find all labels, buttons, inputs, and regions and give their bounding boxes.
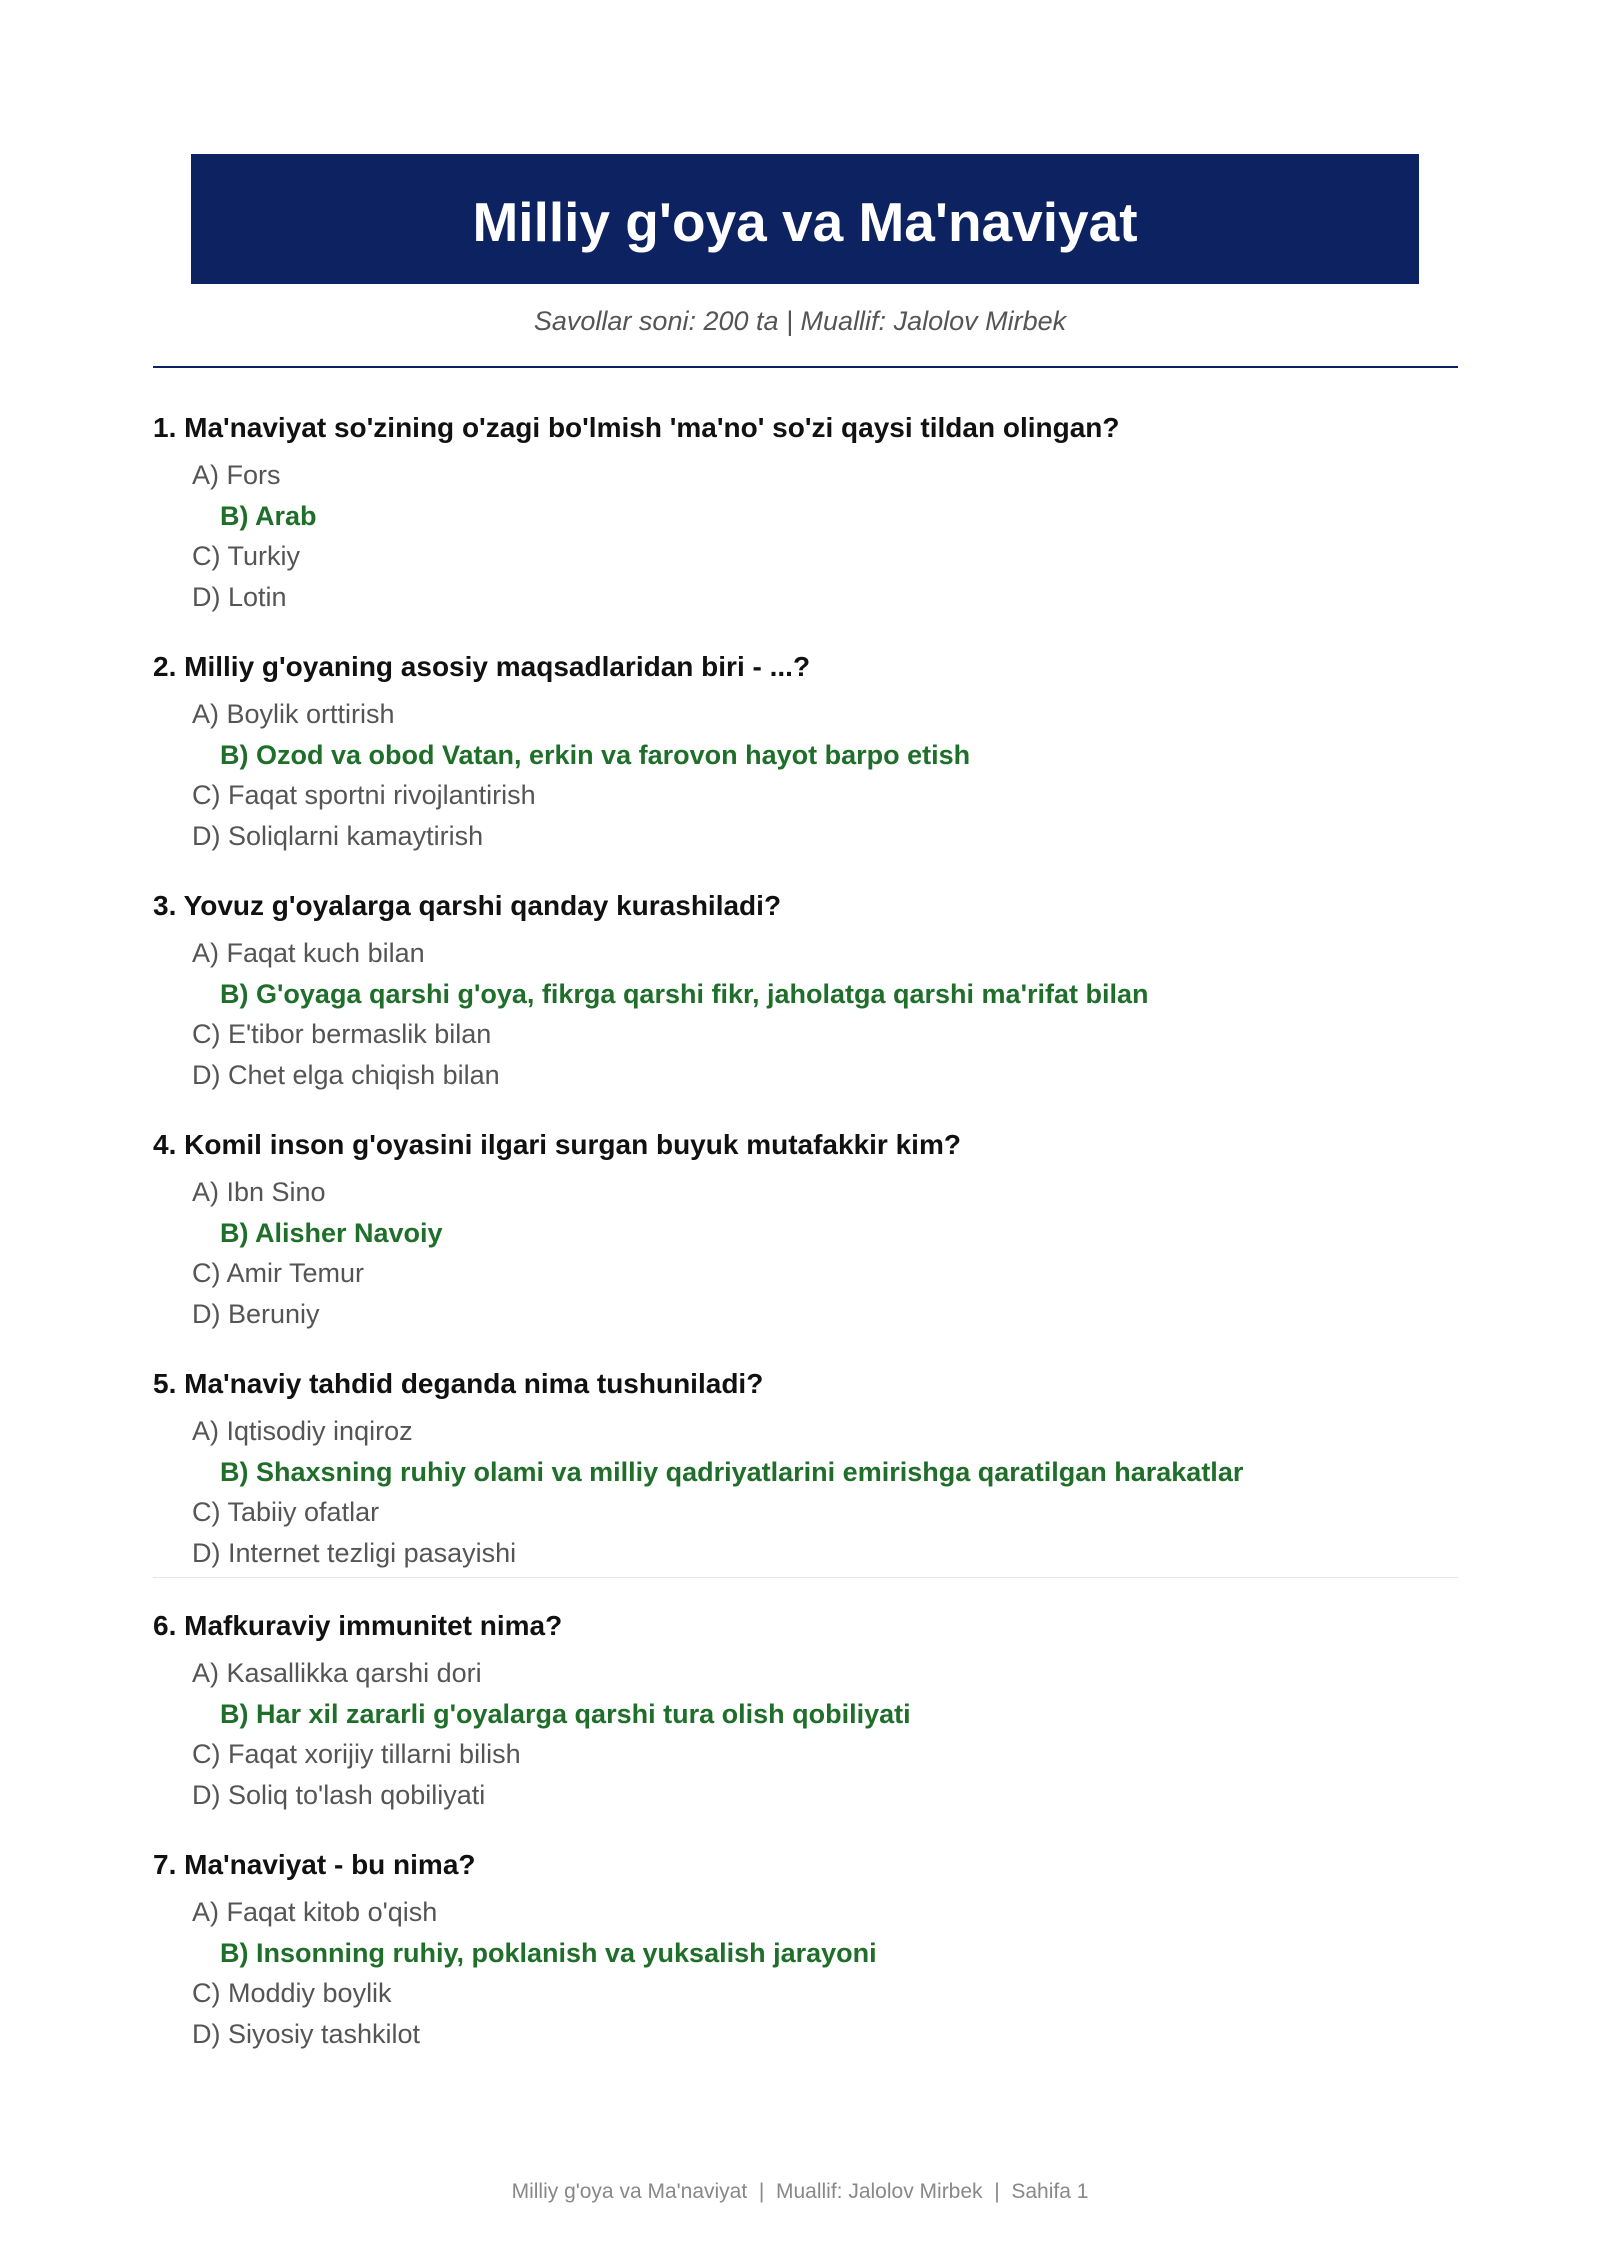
question-text: 2. Milliy g'oyaning asosiy maqsadlaridan biri - ...? bbox=[153, 651, 811, 682]
correct-answer-option: B) Arab bbox=[220, 500, 317, 531]
question-text: 5. Ma'naviy tahdid deganda nima tushuniladi? bbox=[153, 1368, 764, 1399]
answer-option: A) Faqat kuch bilan bbox=[192, 938, 425, 968]
answer-options bbox=[153, 1172, 1458, 1334]
title-banner bbox=[191, 154, 1419, 284]
question-block bbox=[153, 1606, 1458, 1815]
answer-option: C) Turkiy bbox=[192, 541, 300, 571]
question-block bbox=[153, 1845, 1458, 2054]
answer-options bbox=[153, 933, 1458, 1095]
question-block bbox=[153, 886, 1458, 1095]
answer-option: A) Iqtisodiy inqiroz bbox=[192, 1416, 413, 1446]
answer-option: A) Fors bbox=[192, 460, 281, 490]
answer-option: C) Tabiiy ofatlar bbox=[192, 1497, 380, 1527]
question-block bbox=[153, 647, 1458, 856]
answer-options bbox=[153, 1892, 1458, 2054]
question-text: 3. Yovuz g'oyalarga qarshi qanday kurashiladi? bbox=[153, 890, 782, 921]
answer-option: A) Faqat kitob o'qish bbox=[192, 1897, 438, 1927]
page-title: Milliy g'oya va Ma'naviyat bbox=[472, 190, 1138, 253]
question-text: 7. Ma'naviyat - bu nima? bbox=[153, 1849, 476, 1880]
answer-option: A) Ibn Sino bbox=[192, 1177, 326, 1207]
answer-option: C) Amir Temur bbox=[192, 1258, 365, 1288]
question-block bbox=[153, 1364, 1458, 1573]
correct-answer-option: B) Alisher Navoiy bbox=[220, 1217, 443, 1248]
answer-option: D) Beruniy bbox=[192, 1298, 320, 1329]
answer-option: D) Soliq to'lash qobiliyati bbox=[192, 1779, 486, 1810]
answer-options bbox=[153, 1411, 1458, 1573]
answer-options bbox=[153, 1653, 1458, 1815]
correct-answer-option: B) Har xil zararli g'oyalarga qarshi tura olish qobiliyati bbox=[220, 1698, 911, 1729]
question-block bbox=[153, 1125, 1458, 1334]
answer-option: C) Faqat sportni rivojlantirish bbox=[192, 780, 536, 810]
question-text: 1. Ma'naviyat so'zining o'zagi bo'lmish 'ma'no' so'zi qaysi tildan olingan? bbox=[153, 412, 1120, 443]
answer-option: A) Boylik orttirish bbox=[192, 699, 395, 729]
correct-answer-option: B) Shaxsning ruhiy olami va milliy qadriyatlarini emirishga qaratilgan harakatlar bbox=[220, 1456, 1244, 1487]
answer-option: D) Siyosiy tashkilot bbox=[192, 2018, 421, 2049]
answer-option: D) Internet tezligi pasayishi bbox=[192, 1537, 517, 1568]
page-footer: Milliy g'oya va Ma'naviyat | Muallif: Jalolov Mirbek | Sahifa 1 bbox=[511, 2180, 1089, 2203]
answer-options bbox=[153, 455, 1458, 617]
answer-option: D) Soliqlarni kamaytirish bbox=[192, 820, 484, 851]
question-block bbox=[153, 408, 1458, 617]
question-text: 4. Komil inson g'oyasini ilgari surgan buyuk mutafakkir kim? bbox=[153, 1129, 961, 1160]
answer-option: D) Chet elga chiqish bilan bbox=[192, 1059, 500, 1090]
correct-answer-option: B) G'oyaga qarshi g'oya, fikrga qarshi fikr, jaholatga qarshi ma'rifat bilan bbox=[220, 978, 1149, 1009]
section-divider bbox=[153, 1577, 1458, 1578]
question-text: 6. Mafkuraviy immunitet nima? bbox=[153, 1610, 563, 1641]
answer-options bbox=[153, 694, 1458, 856]
answer-option: C) Moddiy boylik bbox=[192, 1978, 392, 2008]
correct-answer-option: B) Ozod va obod Vatan, erkin va farovon hayot barpo etish bbox=[220, 739, 971, 770]
page-subtitle: Savollar soni: 200 ta | Muallif: Jalolov Mirbek bbox=[533, 306, 1067, 336]
answer-option: A) Kasallikka qarshi dori bbox=[192, 1658, 482, 1688]
answer-option: C) E'tibor bermaslik bilan bbox=[192, 1019, 492, 1049]
correct-answer-option: B) Insonning ruhiy, poklanish va yuksalish jarayoni bbox=[220, 1937, 877, 1968]
answer-option: C) Faqat xorijiy tillarni bilish bbox=[192, 1739, 521, 1769]
header-divider bbox=[153, 366, 1458, 368]
answer-option: D) Lotin bbox=[192, 581, 287, 612]
